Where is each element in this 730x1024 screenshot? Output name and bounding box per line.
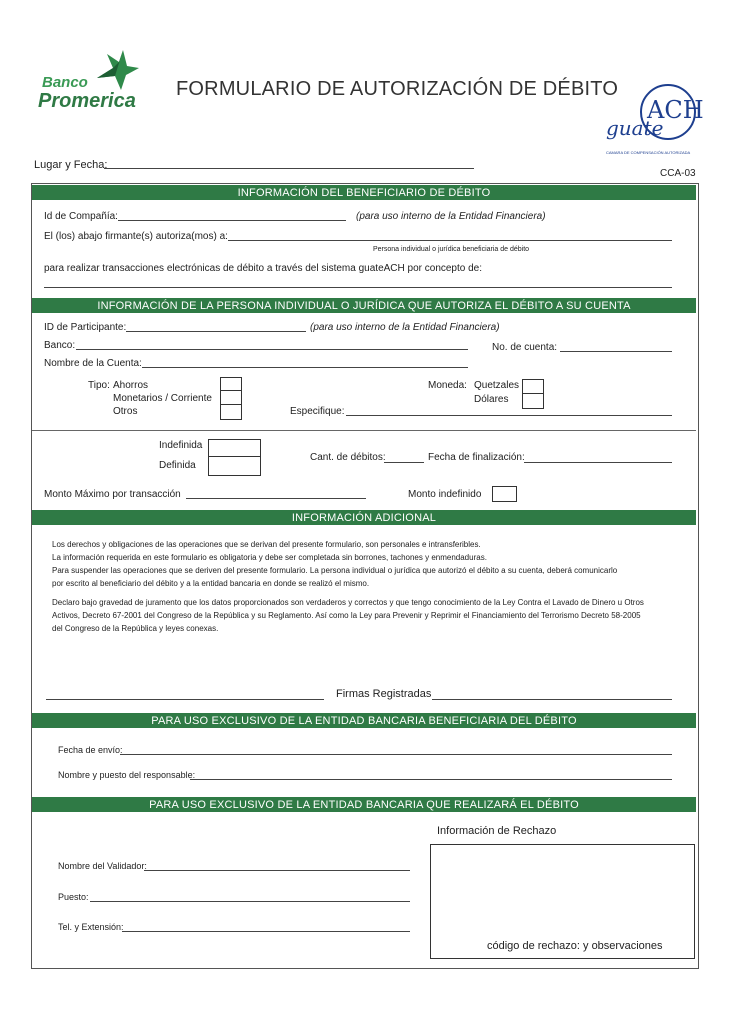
firmas-registradas-label: Firmas Registradas [336, 688, 432, 700]
nombre-cuenta-label: Nombre de la Cuenta: [44, 358, 142, 369]
legal-p2: La información requerida en este formulario es obligatoria y debe ser completada sin borrones, tachones y enmendaduras. [52, 553, 487, 562]
legal-text [52, 538, 682, 635]
codigo-rechazo-label: código de rechazo: y observaciones [487, 940, 663, 952]
section2-title: INFORMACIÓN DE LA PERSONA INDIVIDUAL O JURÍDICA QUE AUTORIZA EL DÉBITO A SU CUENTA [97, 300, 631, 312]
cant-debitos-label: Cant. de débitos: [310, 452, 386, 463]
legal-p3: Para suspender las operaciones que se deriven del presente formulario. La persona individual o jurídica que autorizó el débito a su cuenta, deberá comunicarlo [52, 566, 618, 575]
firma-2-line[interactable] [432, 699, 672, 700]
indefinida-label: Indefinida [159, 440, 203, 451]
id-compania-label: Id de Compañía: [44, 211, 118, 222]
promerica-text: Promerica [38, 90, 136, 112]
section1-header [32, 185, 696, 200]
section3-title: INFORMACIÓN ADICIONAL [291, 512, 437, 524]
monto-max-field[interactable] [186, 498, 366, 499]
section4-header [32, 713, 696, 728]
section4-title: PARA USO EXCLUSIVO DE LA ENTIDAD BANCARIA BENEFICIARIA DEL DÉBITO [151, 715, 577, 727]
monetarios-label: Monetarios / Corriente [113, 393, 212, 404]
realizar-text: para realizar transacciones electrónicas de débito a través del sistema guateACH por concepto de: [44, 263, 483, 274]
especifique-field[interactable] [346, 415, 672, 416]
section5-header [32, 797, 696, 812]
indefinida-checkbox[interactable] [208, 439, 261, 457]
dolares-checkbox[interactable] [522, 393, 544, 409]
star-icon [93, 48, 139, 90]
guate-ach-logo [604, 84, 704, 160]
id-compania-field[interactable] [118, 220, 346, 221]
section3-header [32, 510, 696, 525]
divider-1 [32, 430, 696, 431]
no-cuenta-label: No. de cuenta: [492, 342, 558, 353]
fecha-envio-label: Fecha de envío: [58, 745, 123, 755]
nombre-cuenta-field[interactable] [142, 367, 468, 368]
ach-text: ACH [647, 96, 704, 124]
monto-indef-checkbox[interactable] [492, 486, 517, 502]
legal-p4: por escrito al beneficiario del débito y a la entidad bancaria en donde se realizó el mismo. [52, 579, 370, 588]
fecha-final-label: Fecha de finalización: [428, 452, 525, 463]
banco-label: Banco: [44, 340, 76, 351]
uso-interno-note-1: (para uso interno de la Entidad Financiera) [356, 211, 546, 222]
legal-p7: del Congreso de la República y leyes conexas. [52, 624, 219, 633]
otros-label: Otros [113, 406, 138, 417]
form-code: CCA-03 [660, 168, 696, 179]
fecha-final-field[interactable] [524, 462, 672, 463]
cant-debitos-field[interactable] [384, 462, 424, 463]
quetzales-label: Quetzales [474, 380, 520, 391]
beneficiario-field[interactable] [228, 240, 672, 241]
tel-label: Tel. y Extensión: [58, 922, 124, 932]
dolares-label: Dólares [474, 394, 509, 405]
section1-title: INFORMACIÓN DEL BENEFICIARIO DE DÉBITO [237, 187, 491, 199]
legal-p1: Los derechos y obligaciones de las operaciones que se derivan del presente formulario, son personales e intransferibles. [52, 540, 481, 549]
legal-p5: Declaro bajo gravedad de juramento que los datos proporcionados son verdaderos y correctos y que tengo conocimiento de la Ley Contra el Lavado de Dinero u Otros [52, 598, 644, 607]
puesto-label: Puesto: [58, 892, 89, 902]
id-participante-label: ID de Participante: [44, 322, 127, 333]
otros-checkbox[interactable] [220, 404, 242, 420]
uso-interno-note-2: (para uso interno de la Entidad Financiera) [310, 322, 500, 333]
lugar-fecha-field[interactable] [104, 168, 474, 169]
lugar-fecha-label: Lugar y Fecha: [34, 159, 108, 171]
validador-field[interactable] [144, 870, 410, 871]
banco-field[interactable] [76, 349, 468, 350]
firma-1-line[interactable] [46, 699, 324, 700]
page-title: FORMULARIO DE AUTORIZACIÓN DE DÉBITO [176, 78, 619, 100]
section5-title: PARA USO EXCLUSIVO DE LA ENTIDAD BANCARIA QUE REALIZARÁ EL DÉBITO [149, 799, 579, 811]
no-cuenta-field[interactable] [560, 351, 672, 352]
monto-indef-label: Monto indefinido [408, 489, 482, 500]
guate-text: guate [606, 116, 664, 140]
section2-header [32, 298, 696, 313]
tel-field[interactable] [122, 931, 410, 932]
persona-note: Persona individual o jurídica beneficiaria de débito [373, 246, 530, 253]
legal-p6: Activos, Decreto 67-2001 del Congreso de la República y su Reglamento. Así como la Ley para Prevenir y Reprimir el Financiamiento del Terrorismo Decreto 58-2005 [52, 611, 641, 620]
banco-promerica-logo [38, 48, 148, 112]
info-rechazo-label: Información de Rechazo [437, 825, 557, 837]
banco-text: Banco [42, 74, 88, 91]
id-participante-field[interactable] [126, 331, 306, 332]
validador-label: Nombre del Validador: [58, 861, 147, 871]
puesto-field[interactable] [90, 901, 410, 902]
definida-checkbox[interactable] [208, 456, 261, 476]
nombre-puesto-label: Nombre y puesto del responsable: [58, 770, 196, 780]
tipo-label: Tipo: [88, 380, 110, 391]
especifique-label: Especifique: [290, 406, 345, 417]
monto-max-label: Monto Máximo por transacción [44, 489, 181, 500]
fecha-envio-field[interactable] [120, 754, 672, 755]
definida-label: Definida [159, 460, 196, 471]
concepto-field[interactable] [44, 287, 672, 288]
nombre-puesto-field[interactable] [190, 779, 672, 780]
ahorros-label: Ahorros [113, 380, 149, 391]
firmantes-label: El (los) abajo firmante(s) autoriza(mos) a: [44, 231, 228, 242]
ach-caption: CAMARA DE COMPENSACIÓN AUTORIZADA [606, 150, 691, 155]
moneda-label: Moneda: [428, 380, 467, 391]
